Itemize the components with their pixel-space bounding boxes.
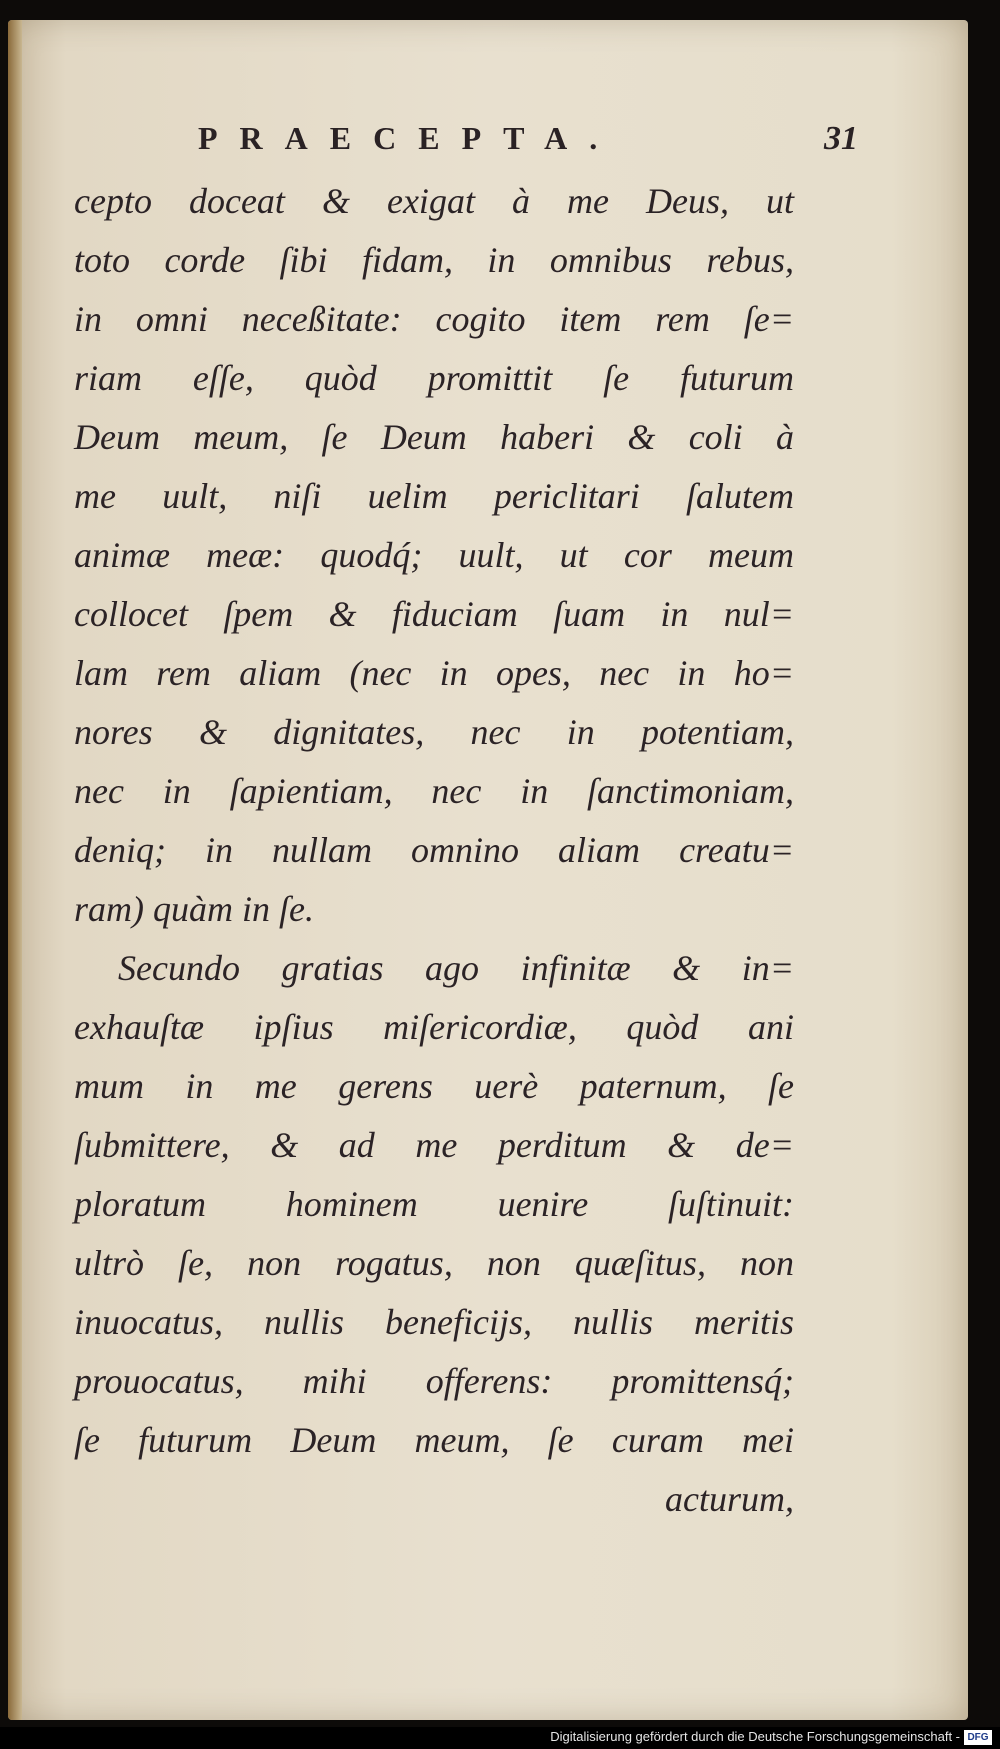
text-line: mum in me gerens uerè paternum, ſe [74,1066,794,1106]
text-line: cepto doceat & exigat à me Deus, ut [74,181,794,221]
running-head: PRAECEPTA. [198,120,620,156]
page-header [68,120,858,160]
text-line: ultrò ſe, non rogatus, non quæſitus, non [74,1243,794,1283]
text-line: ſubmittere, & ad me perditum & de= [74,1125,794,1165]
page-number: 31 [824,120,858,157]
text-line: toto corde ſibi fidam, in omnibus rebus, [74,240,794,280]
text-line: in omni neceßitate: cogito item rem ſe= [74,299,794,339]
text-line: me uult, niſi uelim periclitari ſalutem [74,476,794,516]
dfg-logo-icon: DFG [964,1730,992,1745]
text-line: lam rem aliam (nec in opes, nec in ho= [74,653,794,693]
text-line: animæ meæ: quodq́; uult, ut cor meum [74,535,794,575]
text-line: nores & dignitates, nec in potentiam, [74,712,794,752]
text-line: ploratum hominem uenire ſuſtinuit: [74,1184,794,1224]
text-line: riam eſſe, quòd promittit ſe futurum [74,358,794,398]
digitization-footer [0,1727,1000,1749]
text-line: Deum meum, ſe Deum haberi & coli à [74,417,794,457]
paragraph-start-line: Secundo gratias ago infinitæ & in= [118,948,794,988]
text-line: inuocatus, nullis beneficijs, nullis meritis [74,1302,794,1342]
text-line: ſe futurum Deum meum, ſe curam mei [74,1420,794,1460]
text-line: nec in ſapientiam, nec in ſanctimoniam, [74,771,794,811]
catchword: acturum, [665,1479,794,1519]
text-line: deniq; in nullam omnino aliam creatu= [74,830,794,870]
body-text [74,172,794,1529]
book-page [8,20,968,1720]
text-line: collocet ſpem & fiduciam ſuam in nul= [74,594,794,634]
text-line: exhauſtæ ipſius miſericordiæ, quòd ani [74,1007,794,1047]
footer-credit-text: Digitalisierung gefördert durch die Deutsche Forschungsgemeinschaft - [550,1729,960,1744]
text-line: ram) quàm in ſe. [74,889,314,929]
text-line: prouocatus, mihi offerens: promittensq́; [74,1361,794,1401]
